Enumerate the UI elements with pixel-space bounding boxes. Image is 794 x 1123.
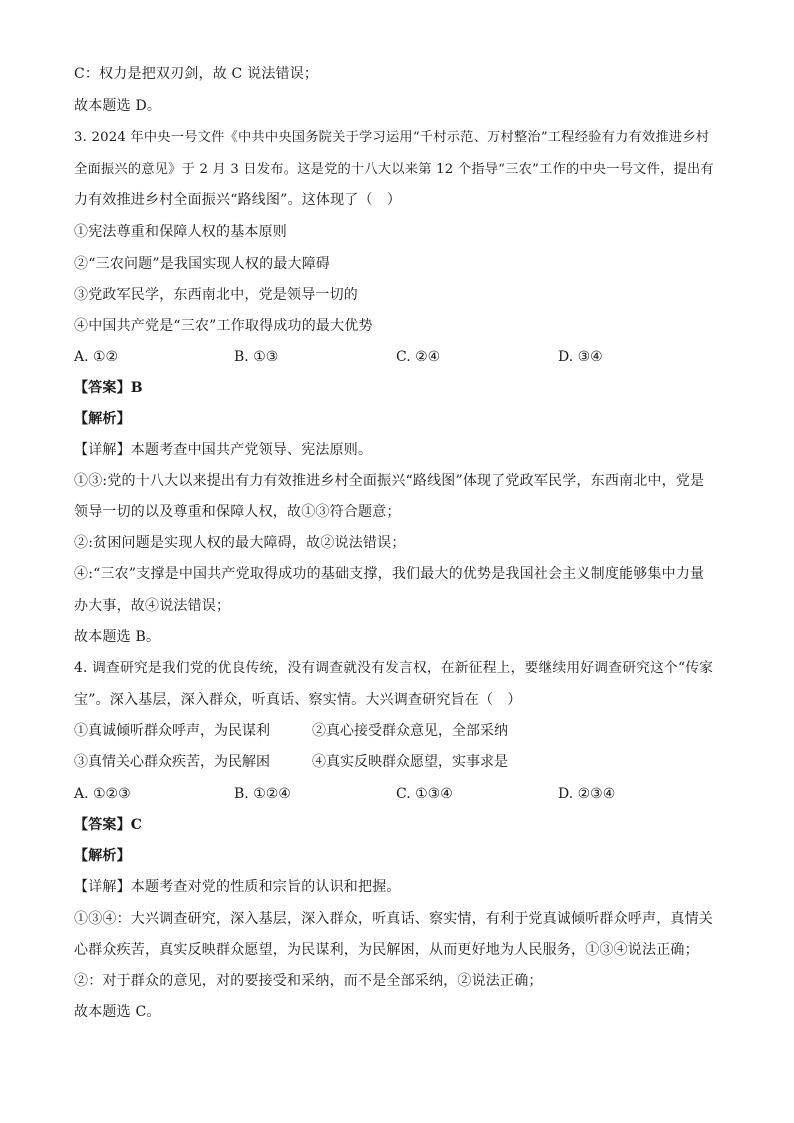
question-4-stem: 4. 调查研究是我们党的优良传统，没有调查就没有发言权，在新征程上，要继续用好调查研究这个“传家 <box>74 660 714 676</box>
question-4-detail: 【详解】本题考查对党的性质和宗旨的认识和把握。 <box>74 879 401 895</box>
question-3-option-a: A. ①② <box>74 349 119 365</box>
question-3-detail: ④:“三农”支撑是中国共产党取得成功的基础支撑，我们最大的优势是我国社会主义制度能够集中力量 <box>74 566 705 582</box>
question-4-stem: 宝”。深入基层，深入群众，听真话、察实情。大兴调查研究旨在（ ） <box>74 692 522 708</box>
question-3-detail: 故本题选 B。 <box>74 629 161 645</box>
question-3-detail: 领导一切的以及尊重和保障人权，故①③符合题意； <box>74 504 401 520</box>
question-4-statement: ③真情关心群众疾苦，为民解困 <box>74 754 270 770</box>
question-3-detail: 办大事，故④说法错误； <box>74 598 231 614</box>
question-4-detail: ①③④：大兴调查研究，深入基层，深入群众，听真话、察实情，有利于党真诚倾听群众呼声，真情关 <box>74 911 713 927</box>
question-4-detail: 故本题选 C。 <box>74 1004 161 1020</box>
question-4-detail: 心群众疾苦，真实反映群众愿望，为民谋利，为民解困，从而更好地为人民服务，①③④说法正确； <box>74 942 699 958</box>
question-3-analysis-heading: 【解析】 <box>74 411 131 427</box>
question-3-option-b: B. ①③ <box>234 349 279 365</box>
question-4-statement: ②真心接受群众意见，全部采纳 <box>312 723 508 739</box>
text-line: C：权力是把双刃剑，故 C 说法错误； <box>74 66 319 82</box>
question-4-statement: ④真实反映群众愿望，实事求是 <box>312 754 508 770</box>
question-4-statement: ①真诚倾听群众呼声，为民谋利 <box>74 723 270 739</box>
question-4-answer: 【答案】C <box>74 817 143 833</box>
question-3-answer: 【答案】B <box>74 380 143 396</box>
question-3-option-d: D. ③④ <box>558 349 603 365</box>
question-4-option-a: A. ①②③ <box>74 786 131 802</box>
question-3-statement: ①宪法尊重和保障人权的基本原则 <box>74 224 287 240</box>
question-3-detail: 【详解】本题考查中国共产党领导、宪法原则。 <box>74 442 373 458</box>
question-3-stem: 3. 2024 年中央一号文件《中共中央国务院关于学习运用“千村示范、万村整治”工程经验有力有效推进乡村 <box>74 130 710 145</box>
question-3-detail: ①③:党的十八大以来提出有力有效推进乡村全面振兴“路线图”体现了党政军民学，东西南北中，党是 <box>74 473 705 489</box>
question-4-option-b: B. ①②④ <box>234 786 291 802</box>
question-3-stem: 力有效推进乡村全面振兴“路线图”。这体现了（ ） <box>74 192 402 208</box>
question-4-detail: ②：对于群众的意见，对的要接受和采纳，而不是全部采纳，②说法正确； <box>74 973 543 989</box>
question-4-option-d: D. ②③④ <box>558 786 616 802</box>
text-line: 故本题选 D。 <box>74 98 162 114</box>
question-3-statement: ②“三农问题”是我国实现人权的最大障碍 <box>74 256 331 272</box>
question-3-stem: 全面振兴的意见》于 2 月 3 日发布。这是党的十八大以来第 12 个指导“三农”工作的中央一号文件，提出有 <box>74 162 714 177</box>
question-4-option-c: C. ①③④ <box>396 786 453 802</box>
question-3-statement: ③党政军民学，东西南北中，党是领导一切的 <box>74 287 358 303</box>
question-4-analysis-heading: 【解析】 <box>74 848 131 864</box>
question-3-statement: ④中国共产党是“三农”工作取得成功的最大优势 <box>74 318 373 334</box>
question-3-option-c: C. ②④ <box>396 349 441 365</box>
question-3-detail: ②:贫困问题是实现人权的最大障碍，故②说法错误； <box>74 535 406 551</box>
